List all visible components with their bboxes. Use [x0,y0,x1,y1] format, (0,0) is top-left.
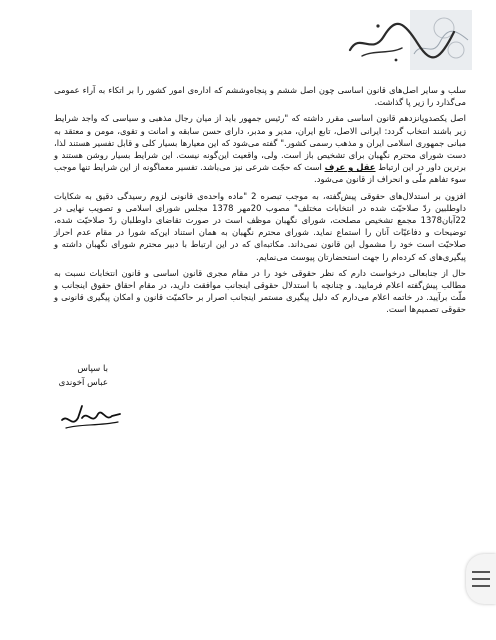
hamburger-menu-icon-line [472,578,490,580]
emphasis-text: عقل و عرف [324,162,376,173]
handwritten-signature [58,400,128,434]
hamburger-menu-icon [472,571,490,573]
paragraph-2-end: است که حجّت شرعی نیز می‌باشد. تفسیر معماگونه از این شرایط تنها موجب سوء تفاهم ملّی و انحراف از قانون می‌شود. [54,162,466,185]
paragraph-1: سلب و سایر اصل‌های قانون اساسی چون اصل ششم و پنجاه‌وششم که اداره‌ی امور کشور را بر اتکاء به آراء عمومی می‌گذارد را زیر پا گذاشت. [54,85,466,108]
closing-text: با سپاس [77,364,108,374]
closing-block [28,362,108,390]
paragraph-3: افزون بر استدلال‌های حقوقی پیش‌گفته، به موجب تبصره 2 "ماده واحده‌ی قانونی لزوم رسیدگی دقیق به شکایات داوطلبین ردّ صلاحیّت شده در انتخابات مختلف" مصوب 20مهر 1378 مجلس شورای اسلامی و تصویب نهایی در 22آبان1378 مجمع تشخیص مصلحت، شورای نگهبان موظف است در صورت تقاضای داوطلبان ردّ صلاحیّت شده، توضیحات و دفاعیّات آنان را استماع نماید. شورای محترم نگهبان به همان استناد این‌که شورا در مقام عدم احراز صلاحیّت است خود را مشمول این قانون نمی‌داند. مکاتبه‌ای که در این ارتباط با دبیر محترم شورای نگهبان داشته و پیگیری‌های که کرده‌ام را جهت استحضارتان پیوست می‌نمایم. [54,190,466,262]
paragraph-2 [54,112,466,185]
header-calligraphy-logo [344,10,472,70]
paragraph-2-start: اصل یکصدوپانزدهم قانون اساسی مقرر داشته که "رئیس جمهور باید از میان رجال مذهبی و سیاسی که واجد شرایط زیر باشند انتخاب گردد: ایرانی الاصل، تابع ایران، مدیر و مدبر، دارای حسن سابقه و امانت و تقوی، مومن و معتقد به مبانی جمهوری اسلامی ایران و مذهب رسمی کشور." گفته می‌شود که این معیارها بسیار کلی و قابل تفسیر هستند لذا، دست شورای محترم نگهبان برای تشخیص باز است. ولی، واقعیت این‌گونه نیست. این شرایط بسیار روشن هستند و برترین داور در این ارتباط [54,113,466,173]
paragraph-4: حال از جنابعالی درخواست دارم که نظر حقوقی خود را در مقام مجری قانون اساسی و قانون انتخابات نسبت به مطالب پیش‌گفته اعلام فرمایید. و چنانچه با استدلال حقوقی اینجانب موافقت دارید، در مقام احقاق حقوق اینجانب و ملّت برآیید. در خاتمه اعلام می‌دارم که دلیل پیگیری مستمر اینجانب اصرار بر حاکمیّت قانون و امکان پیگیری قانونی و حقوقی تصمیم‌ها است. [54,267,466,315]
signer-name: عباس آخوندی [58,378,108,388]
hamburger-menu-icon-line [472,585,490,587]
letter-body [54,84,466,316]
menu-button[interactable] [466,554,496,604]
